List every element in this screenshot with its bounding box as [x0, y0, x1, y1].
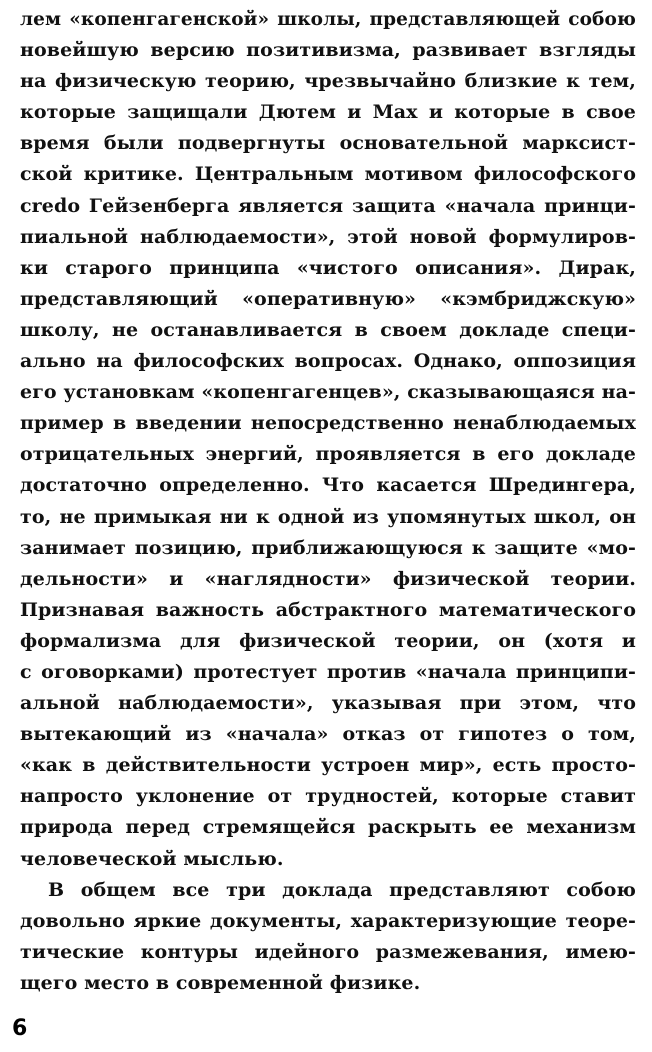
text-line: отрицательных энергий, проявляется в его докладе — [20, 443, 636, 466]
text-line: занимает позицию, приближающуюся к защите «мо- — [20, 536, 636, 559]
text-line: то, не примыкая ни к одной из упомянутых школ, он — [20, 505, 636, 528]
text-line: вытекающий из «начала» отказ от гипотез о том, — [20, 723, 636, 746]
text-line: его установкам «копенгагенцев», сказывающаяся на- — [20, 381, 636, 404]
text-line: ской критике. Центральным мотивом философского — [20, 163, 636, 186]
text-line: лем «копенгагенской» школы, представляющей собою — [20, 9, 636, 30]
text-line: довольно яркие документы, характеризующие теоре- — [20, 909, 636, 932]
text-line: щего место в современной физике. — [20, 971, 421, 994]
text-line: В общем все три доклада представляют собою — [48, 878, 636, 901]
text-line: credo Гейзенберга является защита «начала принци- — [20, 194, 636, 217]
text-line: школу, не останавливается в своем докладе специ- — [20, 318, 636, 341]
text-line: новейшую версию позитивизма, развивает взгляды — [20, 39, 636, 62]
text-line: альной наблюдаемости», указывая при этом, что — [20, 692, 636, 715]
text-line: которые защищали Дютем и Мах и которые в свое — [20, 101, 636, 124]
text-line: тические контуры идейного размежевания, имею- — [20, 940, 636, 963]
paragraph-2 — [20, 875, 636, 999]
text-line: представляющий «оперативную» «кэмбриджскую» — [20, 287, 636, 310]
text-line: с оговорками) протестует против «начала принципи- — [20, 660, 636, 683]
text-line: пиальной наблюдаемости», этой новой формулиров- — [20, 225, 636, 248]
text-line: время были подвергнуты основательной марксист- — [20, 132, 636, 155]
text-line: напросто уклонение от трудностей, которые ставит — [20, 785, 636, 808]
text-line: ки старого принципа «чистого описания». Дирак, — [20, 256, 636, 279]
text-line: на физическую теорию, чрезвычайно близкие к тем, — [20, 70, 636, 93]
page-number: 6 — [12, 1016, 28, 1041]
body-text — [20, 4, 636, 999]
text-line: «как в действительности устроен мир», есть просто- — [20, 754, 636, 777]
text-line: ально на философских вопросах. Однако, оппозиция — [20, 350, 636, 373]
paragraph-1 — [20, 4, 636, 875]
text-line: формализма для физической теории, он (хотя и — [20, 629, 636, 652]
text-line: Признавая важность абстрактного математического — [20, 598, 636, 621]
text-line: человеческой мыслью. — [20, 847, 284, 870]
text-line: дельности» и «наглядности» физической теории. — [20, 567, 636, 590]
text-line: природа перед стремящейся раскрыть ее механизм — [20, 816, 636, 839]
text-line: достаточно определенно. Что касается Шредингера, — [20, 474, 636, 497]
text-line: пример в введении непосредственно ненаблюдаемых — [20, 412, 636, 435]
